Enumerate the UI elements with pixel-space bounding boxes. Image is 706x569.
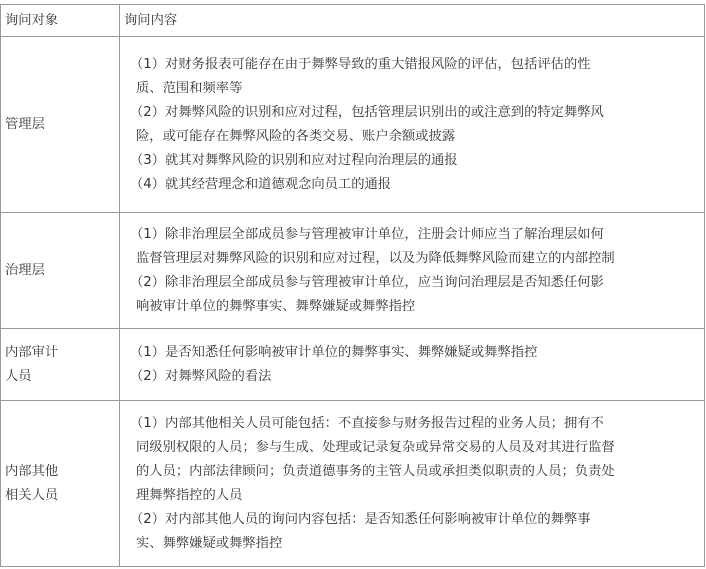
content-line: 理舞弊指控的人员 <box>136 487 243 503</box>
table-row <box>1 37 705 213</box>
table-row <box>1 213 705 329</box>
table-row <box>1 329 705 401</box>
content-line: 的人员；内部法律顾问；负责道德事务的主管人员或承担类似职责的人员；负责处 <box>136 463 615 479</box>
content-line: （1）对财务报表可能存在由于舞弊导致的重大错报风险的评估，包括评估的性 <box>130 56 591 72</box>
content-line: 监督管理层对舞弊风险的识别和应对过程，以及为降低舞弊风险而建立的内部控制 <box>136 250 615 266</box>
content-line: （2）除非治理层全部成员参与管理被审计单位，应当询问治理层是否知悉任何影 <box>130 274 604 290</box>
subject-text: 内部审计 <box>5 344 59 360</box>
content-line: （4）就其经营理念和道德观念向员工的通报 <box>130 176 392 192</box>
row-subject <box>1 37 120 213</box>
row-content <box>120 329 705 401</box>
content-line: （1）是否知悉任何影响被审计单位的舞弊事实、舞弊嫌疑或舞弊指控 <box>130 344 538 360</box>
subject-text: 内部其他 <box>5 463 59 479</box>
content-line: 质、范围和频率等 <box>136 80 243 96</box>
content-line: 险，或可能存在舞弊风险的各类交易、账户余额或披露 <box>136 128 456 144</box>
table-header-row <box>1 5 705 37</box>
content-line: （1）内部其他相关人员可能包括：不直接参与财务报告过程的业务人员；拥有不 <box>130 415 604 431</box>
row-subject <box>1 401 120 567</box>
content-line: （2）对舞弊风险的看法 <box>130 368 272 384</box>
table-row <box>1 401 705 567</box>
subject-text: 治理层 <box>5 262 45 278</box>
content-line: （1）除非治理层全部成员参与管理被审计单位，注册会计师应当了解治理层如何 <box>130 226 604 242</box>
content-line: 实、舞弊嫌疑或舞弊指控 <box>136 535 283 551</box>
content-line: 响被审计单位的舞弊事实、舞弊嫌疑或舞弊指控 <box>136 298 416 314</box>
row-content <box>120 401 705 567</box>
content-line: （2）对舞弊风险的识别和应对过程，包括管理层识别出的或注意到的特定舞弊风 <box>130 104 604 120</box>
subject-text: 相关人员 <box>5 487 59 503</box>
row-content <box>120 37 705 213</box>
content-line: （2）对内部其他人员的询问内容包括：是否知悉任何影响被审计单位的舞弊事 <box>130 511 591 527</box>
header-content: 询问内容 <box>120 5 705 37</box>
row-content <box>120 213 705 329</box>
header-subject: 询问对象 <box>1 5 120 37</box>
subject-text: 人员 <box>5 368 32 384</box>
row-subject <box>1 329 120 401</box>
content-line: （3）就其对舞弊风险的识别和应对过程向治理层的通报 <box>130 152 458 168</box>
row-subject <box>1 213 120 329</box>
content-line: 同级别权限的人员；参与生成、处理或记录复杂或异常交易的人员及对其进行监督 <box>136 439 615 455</box>
inquiry-table <box>0 4 705 567</box>
subject-text: 管理层 <box>5 116 45 132</box>
